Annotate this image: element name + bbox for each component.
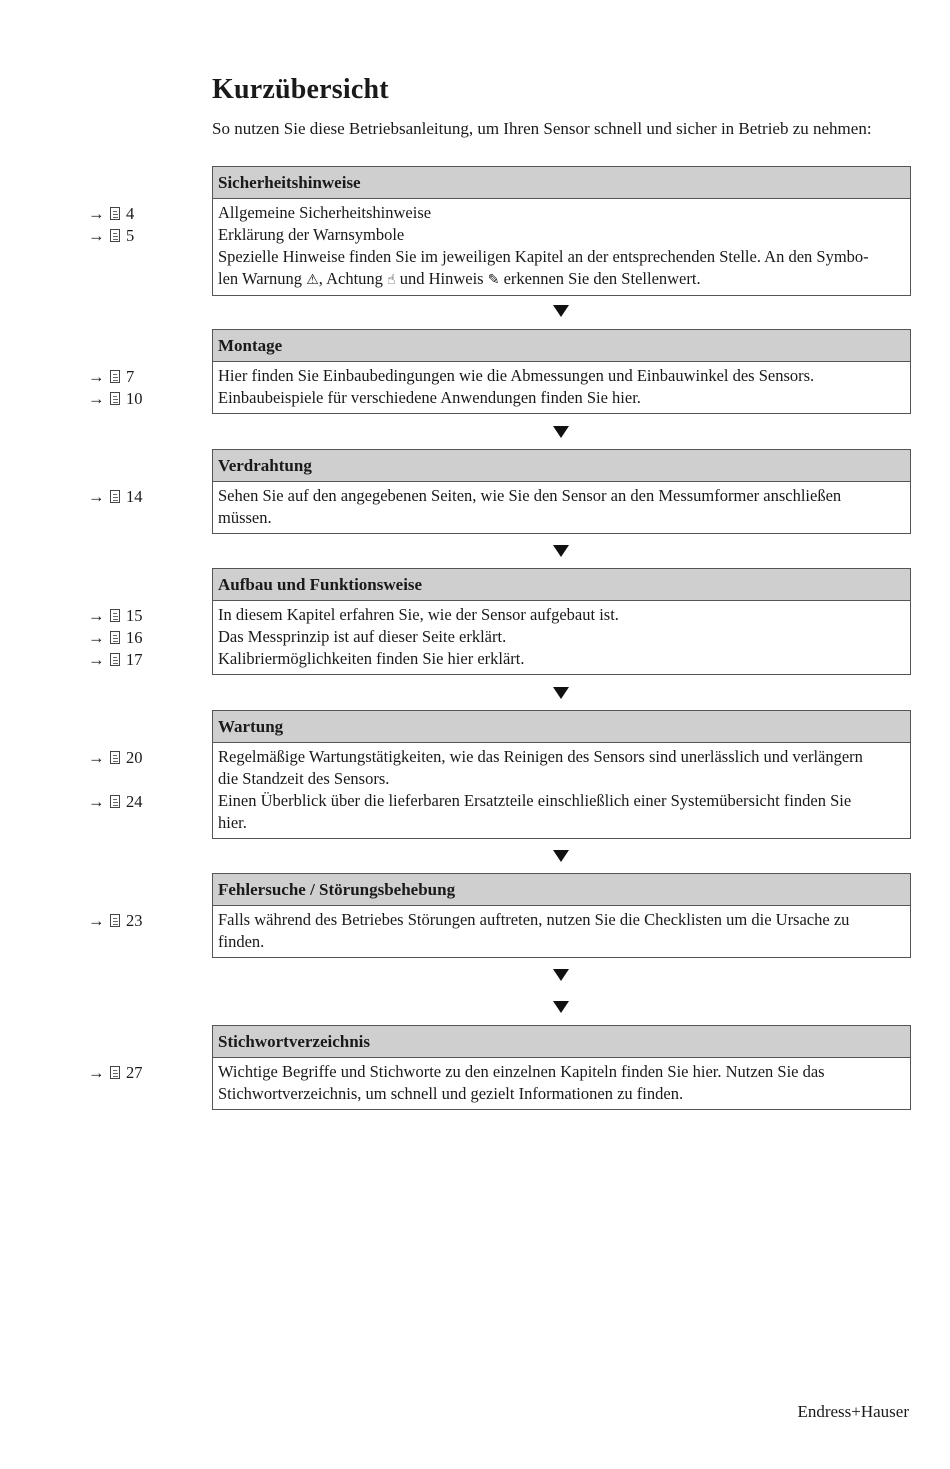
page-ref[interactable]	[88, 486, 143, 508]
body-line: müssen.	[218, 508, 272, 527]
section-troubleshooting	[212, 873, 911, 958]
body-line: Das Messprinzip ist auf dieser Seite erklärt.	[218, 627, 507, 646]
page-number: 4	[126, 204, 135, 223]
page-number: 16	[126, 628, 143, 647]
document-icon	[110, 914, 120, 927]
section-body	[213, 199, 910, 295]
page-ref[interactable]	[88, 649, 143, 671]
body-line: Stichwortverzeichnis, um schnell und gezielt Informationen zu finden.	[218, 1084, 684, 1103]
page-ref[interactable]	[88, 388, 143, 410]
arrow-icon: →	[88, 628, 105, 647]
section-maintenance	[212, 710, 911, 839]
section-design-function	[212, 568, 911, 675]
arrow-icon: →	[88, 226, 105, 245]
document-icon	[110, 392, 120, 405]
down-arrow-icon	[553, 687, 569, 699]
caution-hand-icon: ☝	[387, 272, 396, 288]
arrow-icon: →	[88, 748, 105, 767]
arrow-icon: →	[88, 389, 105, 408]
page-ref[interactable]	[88, 747, 143, 769]
down-arrow-icon	[553, 1001, 569, 1013]
section-body	[213, 362, 910, 413]
section-header: Sicherheitshinweise	[213, 167, 910, 199]
body-line: die Standzeit des Sensors.	[218, 769, 390, 788]
page-number: 5	[126, 226, 135, 245]
body-line: Spezielle Hinweise finden Sie im jeweiligen Kapitel an der entsprechenden Stelle. An den Symbo-	[218, 247, 869, 266]
section-header: Verdrahtung	[213, 450, 910, 482]
page-ref[interactable]	[88, 627, 143, 649]
document-icon	[110, 609, 120, 622]
warning-icon: ⚠	[306, 272, 319, 288]
body-line: finden.	[218, 932, 265, 951]
page-number: 20	[126, 748, 143, 767]
arrow-icon: →	[88, 792, 105, 811]
body-line: Einen Überblick über die lieferbaren Ersatzteile einschließlich einer Systemübersicht finden Sie	[218, 791, 852, 810]
document-icon	[110, 751, 120, 764]
arrow-icon: →	[88, 1063, 105, 1082]
document-icon	[110, 795, 120, 808]
body-line: Sehen Sie auf den angegebenen Seiten, wie Sie den Sensor an den Messumformer anschließen	[218, 486, 842, 505]
arrow-icon: →	[88, 606, 105, 625]
page-ref[interactable]	[88, 203, 134, 225]
page-ref[interactable]	[88, 366, 134, 388]
text-part: und Hinweis	[395, 269, 488, 288]
document-icon	[110, 207, 120, 220]
arrow-icon: →	[88, 911, 105, 930]
down-arrow-icon	[553, 969, 569, 981]
body-line: hier.	[218, 813, 247, 832]
section-body	[213, 1058, 910, 1109]
page-ref[interactable]	[88, 225, 134, 247]
section-body	[213, 743, 910, 838]
down-arrow-icon	[553, 305, 569, 317]
document-icon	[110, 653, 120, 666]
section-body	[213, 906, 910, 957]
document-icon	[110, 490, 120, 503]
section-header: Wartung	[213, 711, 910, 743]
section-safety	[212, 166, 911, 296]
section-index	[212, 1025, 911, 1110]
document-icon	[110, 229, 120, 242]
down-arrow-icon	[553, 850, 569, 862]
footer-brand: Endress+Hauser	[797, 1402, 909, 1421]
note-pencil-icon: ✎	[487, 272, 500, 288]
page-ref[interactable]	[88, 1062, 143, 1084]
section-wiring	[212, 449, 911, 534]
page-number: 17	[126, 650, 143, 669]
page-ref[interactable]	[88, 910, 143, 932]
page-number: 24	[126, 792, 143, 811]
body-line: Kalibriermöglichkeiten finden Sie hier erklärt.	[218, 649, 525, 668]
down-arrow-icon	[553, 545, 569, 557]
body-line: Erklärung der Warnsymbole	[218, 225, 405, 244]
arrow-icon: →	[88, 487, 105, 506]
section-header: Stichwortverzeichnis	[213, 1026, 910, 1058]
document-icon	[110, 1066, 120, 1079]
section-montage	[212, 329, 911, 414]
page-number: 7	[126, 367, 135, 386]
intro-text: So nutzen Sie diese Betriebsanleitung, um Ihren Sensor schnell und sicher in Betrieb zu nehmen:	[212, 119, 872, 138]
body-line: In diesem Kapitel erfahren Sie, wie der Sensor aufgebaut ist.	[218, 605, 619, 624]
text-part: erkennen Sie den Stellenwert.	[499, 269, 701, 288]
arrow-icon: →	[88, 204, 105, 223]
page-title: Kurzübersicht	[212, 74, 389, 105]
body-line: Allgemeine Sicherheitshinweise	[218, 203, 432, 222]
arrow-icon: →	[88, 650, 105, 669]
arrow-icon: →	[88, 367, 105, 386]
document-icon	[110, 370, 120, 383]
body-line-symbols	[218, 268, 905, 291]
body-line: Hier finden Sie Einbaubedingungen wie die Abmessungen und Einbauwinkel des Sensors.	[218, 366, 815, 385]
body-line: Regelmäßige Wartungstätigkeiten, wie das Reinigen des Sensors sind unerlässlich und verlängern	[218, 747, 863, 766]
page-number: 10	[126, 389, 143, 408]
body-line: Wichtige Begriffe und Stichworte zu den einzelnen Kapiteln finden Sie hier. Nutzen Sie das	[218, 1062, 825, 1081]
page-number: 27	[126, 1063, 143, 1082]
down-arrow-icon	[553, 426, 569, 438]
text-part: len Warnung	[218, 269, 307, 288]
body-line: Einbaubeispiele für verschiedene Anwendungen finden Sie hier.	[218, 388, 641, 407]
section-header: Fehlersuche / Störungsbehebung	[213, 874, 910, 906]
page-number: 23	[126, 911, 143, 930]
section-header: Aufbau und Funktionsweise	[213, 569, 910, 601]
page-ref[interactable]	[88, 791, 143, 813]
page-number: 14	[126, 487, 143, 506]
section-body	[213, 601, 910, 674]
section-body	[213, 482, 910, 533]
text-part: , Achtung	[318, 269, 388, 288]
page-number: 15	[126, 606, 143, 625]
page-ref[interactable]	[88, 605, 143, 627]
body-line: Falls während des Betriebes Störungen auftreten, nutzen Sie die Checklisten um die Ursache zu	[218, 910, 850, 929]
document-icon	[110, 631, 120, 644]
section-header: Montage	[213, 330, 910, 362]
